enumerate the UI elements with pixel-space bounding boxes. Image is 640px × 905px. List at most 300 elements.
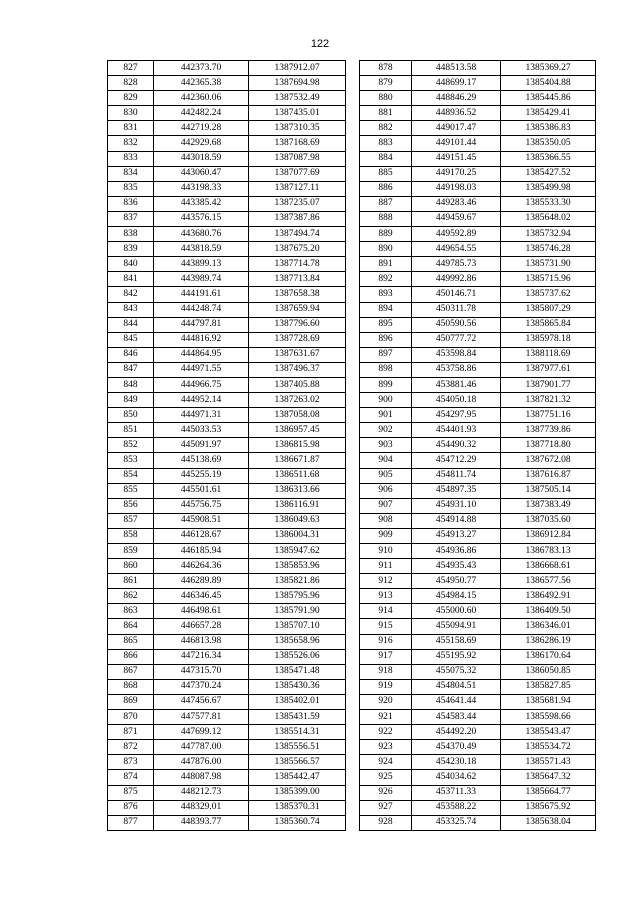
y-coordinate-cell: 1387310.35 (249, 121, 346, 136)
table-row (360, 317, 596, 332)
point-number-cell: 888 (360, 211, 412, 226)
y-coordinate-cell: 1387977.61 (501, 362, 596, 377)
point-number-cell: 913 (360, 589, 412, 604)
point-number-cell: 894 (360, 302, 412, 317)
y-coordinate-cell: 1387616.87 (501, 468, 596, 483)
x-coordinate-cell: 446813.98 (154, 634, 249, 649)
y-coordinate-cell: 1386577.56 (501, 574, 596, 589)
table-row (360, 528, 596, 543)
y-coordinate-cell: 1386116.91 (249, 498, 346, 513)
x-coordinate-cell: 448699.17 (412, 76, 501, 91)
x-coordinate-cell: 442360.06 (154, 91, 249, 106)
table-row (108, 664, 346, 679)
table-row (360, 634, 596, 649)
x-coordinate-cell: 454034.62 (412, 770, 501, 785)
table-row (360, 196, 596, 211)
y-coordinate-cell: 1387739.86 (501, 423, 596, 438)
x-coordinate-cell: 449198.03 (412, 181, 501, 196)
table-row (108, 121, 346, 136)
table-row (360, 257, 596, 272)
table-row (360, 302, 596, 317)
y-coordinate-cell: 1385638.04 (501, 815, 596, 830)
x-coordinate-cell: 454641.44 (412, 694, 501, 709)
x-coordinate-cell: 444191.61 (154, 287, 249, 302)
table-row (360, 377, 596, 392)
x-coordinate-cell: 449017.47 (412, 121, 501, 136)
table-row (108, 815, 346, 830)
y-coordinate-cell: 1387672.08 (501, 453, 596, 468)
point-number-cell: 875 (108, 785, 154, 800)
point-number-cell: 862 (108, 589, 154, 604)
x-coordinate-cell: 447699.12 (154, 725, 249, 740)
x-coordinate-cell: 454370.49 (412, 740, 501, 755)
y-coordinate-cell: 1385402.01 (249, 694, 346, 709)
point-number-cell: 857 (108, 513, 154, 528)
table-row (108, 332, 346, 347)
point-number-cell: 905 (360, 468, 412, 483)
table-row (108, 468, 346, 483)
point-number-cell: 837 (108, 211, 154, 226)
point-number-cell: 883 (360, 136, 412, 151)
table-row (108, 302, 346, 317)
x-coordinate-cell: 450590.56 (412, 317, 501, 332)
point-number-cell: 901 (360, 408, 412, 423)
point-number-cell: 867 (108, 664, 154, 679)
table-row (108, 679, 346, 694)
y-coordinate-cell: 1387496.37 (249, 362, 346, 377)
x-coordinate-cell: 448393.77 (154, 815, 249, 830)
y-coordinate-cell: 1387087.98 (249, 151, 346, 166)
x-coordinate-cell: 446657.28 (154, 619, 249, 634)
table-row (108, 528, 346, 543)
table-row (360, 664, 596, 679)
y-coordinate-cell: 1385431.59 (249, 710, 346, 725)
table-row (108, 181, 346, 196)
table-row (108, 91, 346, 106)
point-number-cell: 831 (108, 121, 154, 136)
table-row (108, 513, 346, 528)
table-row (360, 559, 596, 574)
point-number-cell: 852 (108, 438, 154, 453)
point-number-cell: 850 (108, 408, 154, 423)
point-number-cell: 860 (108, 559, 154, 574)
table-row (360, 106, 596, 121)
point-number-cell: 921 (360, 710, 412, 725)
table-row (360, 513, 596, 528)
point-number-cell: 870 (108, 710, 154, 725)
x-coordinate-cell: 449170.25 (412, 166, 501, 181)
y-coordinate-cell: 1386671.87 (249, 453, 346, 468)
point-number-cell: 891 (360, 257, 412, 272)
point-number-cell: 838 (108, 227, 154, 242)
x-coordinate-cell: 444816.92 (154, 332, 249, 347)
point-number-cell: 856 (108, 498, 154, 513)
table-row (360, 710, 596, 725)
table-row (360, 287, 596, 302)
y-coordinate-cell: 1387505.14 (501, 483, 596, 498)
point-number-cell: 889 (360, 227, 412, 242)
x-coordinate-cell: 446498.61 (154, 604, 249, 619)
x-coordinate-cell: 442365.38 (154, 76, 249, 91)
point-number-cell: 876 (108, 800, 154, 815)
y-coordinate-cell: 1386409.50 (501, 604, 596, 619)
y-coordinate-cell: 1387658.38 (249, 287, 346, 302)
y-coordinate-cell: 1385681.94 (501, 694, 596, 709)
table-row (360, 498, 596, 513)
y-coordinate-cell: 1387631.67 (249, 347, 346, 362)
table-row (108, 106, 346, 121)
x-coordinate-cell: 443899.13 (154, 257, 249, 272)
x-coordinate-cell: 445033.53 (154, 423, 249, 438)
table-row (360, 242, 596, 257)
point-number-cell: 836 (108, 196, 154, 211)
point-number-cell: 828 (108, 76, 154, 91)
table-row (108, 438, 346, 453)
y-coordinate-cell: 1385445.86 (501, 91, 596, 106)
coordinates-table-left (107, 60, 346, 831)
point-number-cell: 851 (108, 423, 154, 438)
x-coordinate-cell: 454050.18 (412, 393, 501, 408)
x-coordinate-cell: 447787.00 (154, 740, 249, 755)
point-number-cell: 841 (108, 272, 154, 287)
y-coordinate-cell: 1386313.66 (249, 483, 346, 498)
y-coordinate-cell: 1387694.98 (249, 76, 346, 91)
point-number-cell: 885 (360, 166, 412, 181)
x-coordinate-cell: 448087.98 (154, 770, 249, 785)
x-coordinate-cell: 447216.34 (154, 649, 249, 664)
x-coordinate-cell: 449459.67 (412, 211, 501, 226)
x-coordinate-cell: 453711.33 (412, 785, 501, 800)
point-number-cell: 907 (360, 498, 412, 513)
x-coordinate-cell: 454984.15 (412, 589, 501, 604)
point-number-cell: 922 (360, 725, 412, 740)
table-row (360, 61, 596, 76)
point-number-cell: 904 (360, 453, 412, 468)
x-coordinate-cell: 443818.59 (154, 242, 249, 257)
y-coordinate-cell: 1385648.02 (501, 211, 596, 226)
y-coordinate-cell: 1385430.36 (249, 679, 346, 694)
y-coordinate-cell: 1387728.69 (249, 332, 346, 347)
x-coordinate-cell: 454712.29 (412, 453, 501, 468)
x-coordinate-cell: 449785.73 (412, 257, 501, 272)
x-coordinate-cell: 445138.69 (154, 453, 249, 468)
x-coordinate-cell: 455195.92 (412, 649, 501, 664)
x-coordinate-cell: 446346.45 (154, 589, 249, 604)
y-coordinate-cell: 1385707.10 (249, 619, 346, 634)
point-number-cell: 846 (108, 347, 154, 362)
point-number-cell: 908 (360, 513, 412, 528)
table-row (360, 679, 596, 694)
y-coordinate-cell: 1385715.96 (501, 272, 596, 287)
point-number-cell: 855 (108, 483, 154, 498)
table-row (360, 438, 596, 453)
y-coordinate-cell: 1386049.63 (249, 513, 346, 528)
x-coordinate-cell: 454490.32 (412, 438, 501, 453)
table-row (360, 740, 596, 755)
point-number-cell: 872 (108, 740, 154, 755)
point-number-cell: 881 (360, 106, 412, 121)
table-row (108, 710, 346, 725)
x-coordinate-cell: 447577.81 (154, 710, 249, 725)
x-coordinate-cell: 445756.75 (154, 498, 249, 513)
point-number-cell: 906 (360, 483, 412, 498)
table-row (360, 483, 596, 498)
y-coordinate-cell: 1387901.77 (501, 377, 596, 392)
point-number-cell: 886 (360, 181, 412, 196)
table-row (108, 694, 346, 709)
point-number-cell: 832 (108, 136, 154, 151)
y-coordinate-cell: 1386346.01 (501, 619, 596, 634)
x-coordinate-cell: 454804.51 (412, 679, 501, 694)
point-number-cell: 865 (108, 634, 154, 649)
x-coordinate-cell: 454935.43 (412, 559, 501, 574)
y-coordinate-cell: 1385737.62 (501, 287, 596, 302)
x-coordinate-cell: 454931.10 (412, 498, 501, 513)
y-coordinate-cell: 1386957.45 (249, 423, 346, 438)
y-coordinate-cell: 1385732.94 (501, 227, 596, 242)
y-coordinate-cell: 1385526.06 (249, 649, 346, 664)
y-coordinate-cell: 1385556.51 (249, 740, 346, 755)
point-number-cell: 896 (360, 332, 412, 347)
point-number-cell: 924 (360, 755, 412, 770)
point-number-cell: 902 (360, 423, 412, 438)
y-coordinate-cell: 1385827.85 (501, 679, 596, 694)
y-coordinate-cell: 1386170.64 (501, 649, 596, 664)
y-coordinate-cell: 1385534.72 (501, 740, 596, 755)
y-coordinate-cell: 1385566.57 (249, 755, 346, 770)
table-row (108, 76, 346, 91)
x-coordinate-cell: 454492.20 (412, 725, 501, 740)
x-coordinate-cell: 450146.71 (412, 287, 501, 302)
x-coordinate-cell: 442373.70 (154, 61, 249, 76)
point-number-cell: 827 (108, 61, 154, 76)
x-coordinate-cell: 449654.55 (412, 242, 501, 257)
table-row (108, 770, 346, 785)
y-coordinate-cell: 1386004.31 (249, 528, 346, 543)
table-row (360, 408, 596, 423)
x-coordinate-cell: 447456.67 (154, 694, 249, 709)
table-row (360, 815, 596, 830)
y-coordinate-cell: 1385386.83 (501, 121, 596, 136)
y-coordinate-cell: 1385731.90 (501, 257, 596, 272)
table-row (360, 393, 596, 408)
y-coordinate-cell: 1385442.47 (249, 770, 346, 785)
x-coordinate-cell: 449151.45 (412, 151, 501, 166)
x-coordinate-cell: 445091.97 (154, 438, 249, 453)
point-number-cell: 879 (360, 76, 412, 91)
table-row (108, 589, 346, 604)
table-row (360, 468, 596, 483)
y-coordinate-cell: 1387127.11 (249, 181, 346, 196)
y-coordinate-cell: 1387263.02 (249, 393, 346, 408)
y-coordinate-cell: 1387821.32 (501, 393, 596, 408)
x-coordinate-cell: 443198.33 (154, 181, 249, 196)
point-number-cell: 858 (108, 528, 154, 543)
point-number-cell: 871 (108, 725, 154, 740)
x-coordinate-cell: 448846.29 (412, 91, 501, 106)
point-number-cell: 861 (108, 574, 154, 589)
table-row (360, 544, 596, 559)
table-row (108, 227, 346, 242)
table-row (108, 498, 346, 513)
y-coordinate-cell: 1387659.94 (249, 302, 346, 317)
x-coordinate-cell: 443989.74 (154, 272, 249, 287)
point-number-cell: 893 (360, 287, 412, 302)
point-number-cell: 863 (108, 604, 154, 619)
table-row (360, 604, 596, 619)
y-coordinate-cell: 1387168.69 (249, 136, 346, 151)
y-coordinate-cell: 1385366.55 (501, 151, 596, 166)
point-number-cell: 918 (360, 664, 412, 679)
table-row (360, 91, 596, 106)
y-coordinate-cell: 1385514.31 (249, 725, 346, 740)
point-number-cell: 877 (108, 815, 154, 830)
table-row (108, 272, 346, 287)
x-coordinate-cell: 442482.24 (154, 106, 249, 121)
y-coordinate-cell: 1385746.28 (501, 242, 596, 257)
point-number-cell: 926 (360, 785, 412, 800)
table-row (360, 362, 596, 377)
table-row (108, 393, 346, 408)
point-number-cell: 898 (360, 362, 412, 377)
y-coordinate-cell: 1387035.60 (501, 513, 596, 528)
point-number-cell: 892 (360, 272, 412, 287)
point-number-cell: 915 (360, 619, 412, 634)
x-coordinate-cell: 454583.44 (412, 710, 501, 725)
y-coordinate-cell: 1385533.30 (501, 196, 596, 211)
point-number-cell: 842 (108, 287, 154, 302)
point-number-cell: 873 (108, 755, 154, 770)
x-coordinate-cell: 449101.44 (412, 136, 501, 151)
point-number-cell: 882 (360, 121, 412, 136)
x-coordinate-cell: 455094.91 (412, 619, 501, 634)
point-number-cell: 840 (108, 257, 154, 272)
point-number-cell: 928 (360, 815, 412, 830)
x-coordinate-cell: 444248.74 (154, 302, 249, 317)
coordinates-table-right (359, 60, 596, 831)
table-row (108, 242, 346, 257)
x-coordinate-cell: 447370.24 (154, 679, 249, 694)
x-coordinate-cell: 449992.86 (412, 272, 501, 287)
table-row (108, 211, 346, 226)
point-number-cell: 916 (360, 634, 412, 649)
x-coordinate-cell: 447315.70 (154, 664, 249, 679)
y-coordinate-cell: 1386050.85 (501, 664, 596, 679)
x-coordinate-cell: 449283.46 (412, 196, 501, 211)
table-row (108, 287, 346, 302)
table-row (108, 166, 346, 181)
table-row (360, 211, 596, 226)
point-number-cell: 900 (360, 393, 412, 408)
table-row (360, 121, 596, 136)
x-coordinate-cell: 445908.51 (154, 513, 249, 528)
table-row (360, 272, 596, 287)
x-coordinate-cell: 446264.36 (154, 559, 249, 574)
x-coordinate-cell: 455158.69 (412, 634, 501, 649)
y-coordinate-cell: 1387718.80 (501, 438, 596, 453)
point-number-cell: 829 (108, 91, 154, 106)
x-coordinate-cell: 443680.76 (154, 227, 249, 242)
point-number-cell: 868 (108, 679, 154, 694)
x-coordinate-cell: 454811.74 (412, 468, 501, 483)
table-row (108, 377, 346, 392)
point-number-cell: 914 (360, 604, 412, 619)
point-number-cell: 923 (360, 740, 412, 755)
y-coordinate-cell: 1386668.61 (501, 559, 596, 574)
table-row (108, 362, 346, 377)
point-number-cell: 864 (108, 619, 154, 634)
table-row (108, 196, 346, 211)
table-row (360, 347, 596, 362)
point-number-cell: 835 (108, 181, 154, 196)
y-coordinate-cell: 1385370.31 (249, 800, 346, 815)
point-number-cell: 833 (108, 151, 154, 166)
x-coordinate-cell: 454936.86 (412, 544, 501, 559)
x-coordinate-cell: 455000.60 (412, 604, 501, 619)
y-coordinate-cell: 1387532.49 (249, 91, 346, 106)
point-number-cell: 909 (360, 528, 412, 543)
y-coordinate-cell: 1386815.98 (249, 438, 346, 453)
x-coordinate-cell: 446185.94 (154, 544, 249, 559)
x-coordinate-cell: 444971.55 (154, 362, 249, 377)
point-number-cell: 874 (108, 770, 154, 785)
x-coordinate-cell: 448513.58 (412, 61, 501, 76)
x-coordinate-cell: 450777.72 (412, 332, 501, 347)
y-coordinate-cell: 1387751.16 (501, 408, 596, 423)
y-coordinate-cell: 1385853.96 (249, 559, 346, 574)
table-row (360, 770, 596, 785)
table-row (360, 227, 596, 242)
y-coordinate-cell: 1385947.62 (249, 544, 346, 559)
point-number-cell: 884 (360, 151, 412, 166)
point-number-cell: 834 (108, 166, 154, 181)
y-coordinate-cell: 1385571.43 (501, 755, 596, 770)
y-coordinate-cell: 1385791.90 (249, 604, 346, 619)
table-row (108, 61, 346, 76)
x-coordinate-cell: 446289.89 (154, 574, 249, 589)
table-row (108, 408, 346, 423)
point-number-cell: 878 (360, 61, 412, 76)
table-row (108, 755, 346, 770)
y-coordinate-cell: 1385429.41 (501, 106, 596, 121)
point-number-cell: 919 (360, 679, 412, 694)
y-coordinate-cell: 1387675.20 (249, 242, 346, 257)
x-coordinate-cell: 450311.78 (412, 302, 501, 317)
y-coordinate-cell: 1385795.96 (249, 589, 346, 604)
x-coordinate-cell: 448936.52 (412, 106, 501, 121)
table-row (360, 136, 596, 151)
y-coordinate-cell: 1386912.84 (501, 528, 596, 543)
x-coordinate-cell: 443576.15 (154, 211, 249, 226)
x-coordinate-cell: 454297.95 (412, 408, 501, 423)
y-coordinate-cell: 1387058.08 (249, 408, 346, 423)
y-coordinate-cell: 1387714.78 (249, 257, 346, 272)
x-coordinate-cell: 445501.61 (154, 483, 249, 498)
table-row (108, 257, 346, 272)
x-coordinate-cell: 453758.86 (412, 362, 501, 377)
y-coordinate-cell: 1385360.74 (249, 815, 346, 830)
table-row (108, 151, 346, 166)
point-number-cell: 845 (108, 332, 154, 347)
table-row (360, 453, 596, 468)
y-coordinate-cell: 1385499.98 (501, 181, 596, 196)
table-row (360, 755, 596, 770)
table-row (360, 332, 596, 347)
point-number-cell: 887 (360, 196, 412, 211)
y-coordinate-cell: 1387435.01 (249, 106, 346, 121)
table-row (360, 619, 596, 634)
point-number-cell: 869 (108, 694, 154, 709)
